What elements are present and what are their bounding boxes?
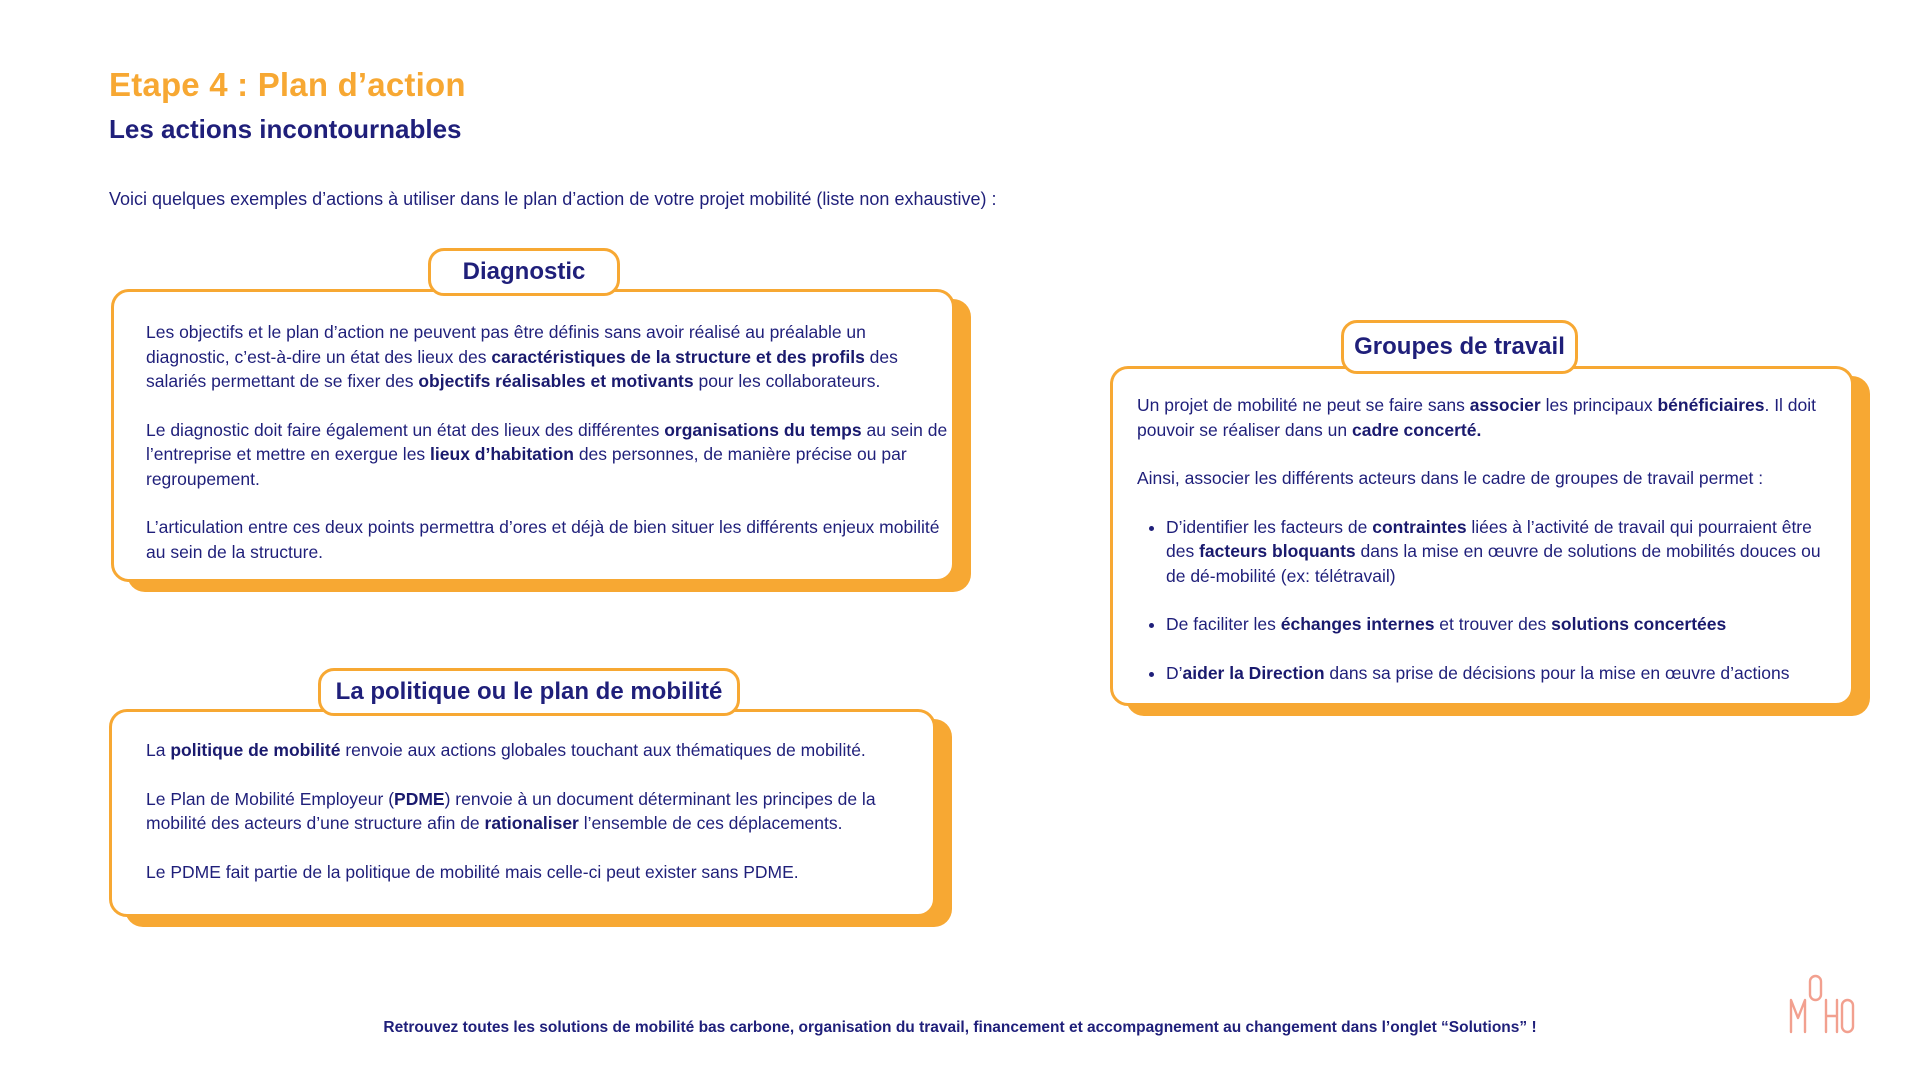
page-subtitle: Les actions incontournables — [109, 114, 462, 144]
diagnostic-paragraph-2: Le diagnostic doit faire également un état des lieux des différentes organisations du temps au sein de l’entreprise et mettre en exergue les lieux d’habitation des personnes, de manière précise ou par regroupement. — [146, 419, 948, 489]
emphasis-text: associer — [1469, 395, 1541, 415]
emphasis-text: cadre concerté. — [1351, 419, 1482, 440]
groupes-card — [1110, 366, 1854, 706]
emphasis-text: politique de mobilité — [170, 740, 341, 760]
emphasis-text: objectifs réalisables et motivants — [418, 371, 694, 391]
emphasis-text: échanges internes — [1280, 614, 1435, 634]
emphasis-text: rationaliser — [484, 813, 579, 833]
page-title: Etape 4 : Plan d’action — [109, 66, 466, 103]
emphasis-text: contraintes — [1372, 516, 1467, 537]
emphasis-text: lieux d’habitation — [430, 444, 574, 464]
groupes-list — [1137, 515, 1831, 686]
diagnostic-paragraph-1: Les objectifs et le plan d’action ne peuvent pas être définis sans avoir réalisé au préalable un diagnostic, c’est-à-dire un état des lieux des caractéristiques de la structure et des profils des salariés permettant de se fixer des objectifs réalisables et motivants pour les collaborateurs. — [146, 322, 898, 391]
groupes-paragraph-2: Ainsi, associer les différents acteurs dans le cadre de groupes de travail permet : — [1137, 468, 1764, 488]
list-item: • De faciliter les échanges internes et trouver des solutions concertées — [1166, 612, 1831, 637]
politique-paragraph-3: Le PDME fait partie de la politique de mobilité mais celle-ci peut exister sans PDME. — [146, 861, 799, 882]
emphasis-text: solutions concertées — [1551, 614, 1727, 634]
emphasis-text: bénéficiaires — [1657, 395, 1765, 415]
politique-title: La politique ou le plan de mobilité — [318, 668, 740, 716]
emphasis-text: aider la Direction — [1182, 662, 1325, 683]
groupes-paragraph-1: Un projet de mobilité ne peut se faire sans associer les principaux bénéficiaires. Il doit pouvoir se réaliser dans un cadre concerté. — [1137, 395, 1817, 440]
politique-card — [109, 709, 936, 917]
footer-note: Retrouvez toutes les solutions de mobilité bas carbone, organisation du travail, financement et accompagnement au changement dans l’onglet “Solutions” ! — [383, 1019, 1537, 1036]
intro-text: Voici quelques exemples d’actions à utiliser dans le plan d’action de votre projet mobilité (liste non exhaustive) : — [109, 189, 997, 209]
emphasis-text: caractéristiques de la structure et des profils — [491, 346, 865, 367]
emphasis-text: facteurs bloquants — [1199, 541, 1356, 561]
politique-paragraph-1: La politique de mobilité renvoie aux actions globales touchant aux thématiques de mobilité. — [146, 740, 866, 760]
politique-paragraph-2: Le Plan de Mobilité Employeur (PDME) renvoie à un document déterminant les principes de la mobilité des acteurs d’une structure afin de rationaliser l’ensemble de ces déplacements. — [146, 788, 876, 833]
list-item: • D’aider la Direction dans sa prise de décisions pour la mise en œuvre d’actions — [1166, 661, 1831, 686]
diagnostic-title: Diagnostic — [428, 248, 620, 296]
list-item: • D’identifier les facteurs de contraintes liées à l’activité de travail qui pourraient être des facteurs bloquants dans la mise en œuvre de solutions de mobilités douces ou de dé-mobilité (ex: télétravail) — [1166, 515, 1831, 589]
diagnostic-paragraph-3: L’articulation entre ces deux points permettra d’ores et déjà de bien situer les différents enjeux mobilité au sein de la structure. — [146, 517, 940, 562]
diagnostic-card — [111, 289, 955, 582]
groupes-title: Groupes de travail — [1341, 320, 1578, 374]
emphasis-text: organisations du temps — [664, 419, 862, 440]
moho-logo — [1788, 972, 1856, 1036]
emphasis-text: PDME — [394, 788, 445, 809]
